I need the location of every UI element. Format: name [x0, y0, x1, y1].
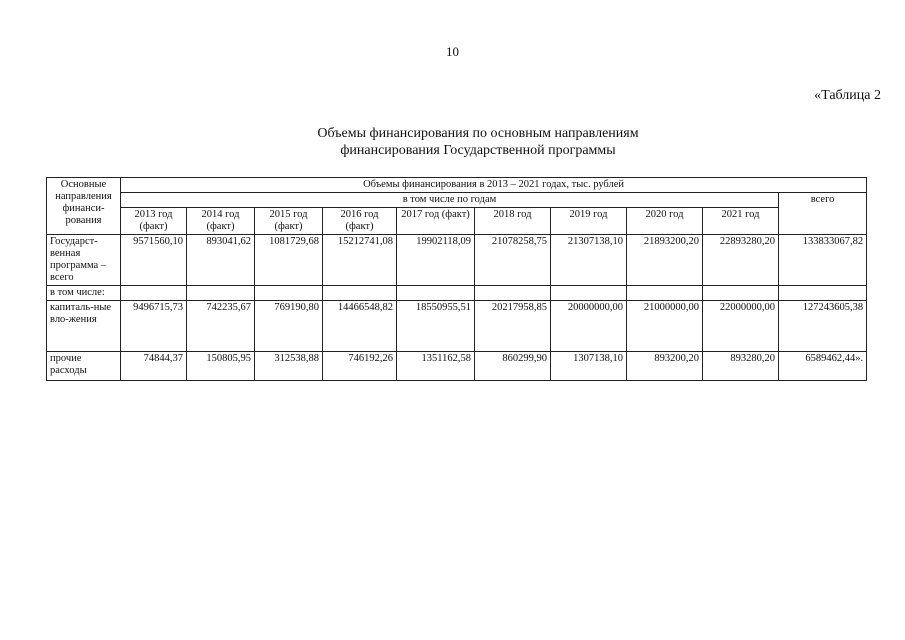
table-cell: 18550955,51 — [397, 301, 475, 352]
table-cell: 9496715,73 — [121, 301, 187, 352]
table-cell — [323, 286, 397, 301]
row-label: в том числе: — [47, 286, 121, 301]
table-cell — [703, 286, 779, 301]
title-line-2: финансирования Государственной программы — [340, 143, 616, 158]
table-cell: 74844,37 — [121, 352, 187, 381]
table-cell: 21000000,00 — [627, 301, 703, 352]
table-cell: 742235,67 — [187, 301, 255, 352]
row-label: капиталь-ные вло-жения — [47, 301, 121, 352]
title-line-1: Объемы финансирования по основным направлениям — [317, 126, 639, 141]
table-cell — [551, 286, 627, 301]
table-cell — [627, 286, 703, 301]
table-cell: 21078258,75 — [475, 235, 551, 286]
table-cell: 20217958,85 — [475, 301, 551, 352]
table-cell: 20000000,00 — [551, 301, 627, 352]
table-cell: 15212741,08 — [323, 235, 397, 286]
table-cell: 746192,26 — [323, 352, 397, 381]
table-cell — [475, 286, 551, 301]
table-cell — [255, 286, 323, 301]
table-cell: 21307138,10 — [551, 235, 627, 286]
year-header: 2015 год (факт) — [255, 208, 323, 235]
table-cell: 893041,62 — [187, 235, 255, 286]
table-cell: 1307138,10 — [551, 352, 627, 381]
table-cell: 312538,88 — [255, 352, 323, 381]
table-cell — [121, 286, 187, 301]
year-header: 2016 год (факт) — [323, 208, 397, 235]
table-row — [47, 301, 867, 352]
financing-table — [46, 177, 867, 381]
table-cell: 1351162,58 — [397, 352, 475, 381]
table-cell: 21893200,20 — [627, 235, 703, 286]
row-label: прочие расходы — [47, 352, 121, 381]
table-cell — [187, 286, 255, 301]
table-cell: 19902118,09 — [397, 235, 475, 286]
table-row — [47, 286, 867, 301]
table-row — [47, 235, 867, 286]
total-cell — [779, 286, 867, 301]
year-header: 2020 год — [627, 208, 703, 235]
table-cell: 14466548,82 — [323, 301, 397, 352]
table-cell: 893200,20 — [627, 352, 703, 381]
group-header: Объемы финансирования в 2013 – 2021 годах, тыс. рублей — [121, 178, 867, 193]
table-cell: 22893280,20 — [703, 235, 779, 286]
row-label: Государст-венная программа – всего — [47, 235, 121, 286]
table-cell: 1081729,68 — [255, 235, 323, 286]
total-cell: 133833067,82 — [779, 235, 867, 286]
table-cell: 893280,20 — [703, 352, 779, 381]
year-header: 2017 год (факт) — [397, 208, 475, 235]
table-cell: 22000000,00 — [703, 301, 779, 352]
total-header: всего — [779, 193, 867, 235]
table-cell: 769190,80 — [255, 301, 323, 352]
total-cell: 127243605,38 — [779, 301, 867, 352]
year-header: 2019 год — [551, 208, 627, 235]
table-cell: 860299,90 — [475, 352, 551, 381]
year-header: 2014 год (факт) — [187, 208, 255, 235]
total-cell: 6589462,44». — [779, 352, 867, 381]
table-cell — [397, 286, 475, 301]
year-header: 2018 год — [475, 208, 551, 235]
page-number: 10 — [446, 44, 459, 59]
table-cell: 150805,95 — [187, 352, 255, 381]
by-years-header: в том числе по годам — [121, 193, 779, 208]
year-header: 2021 год — [703, 208, 779, 235]
table-label: «Таблица 2 — [814, 88, 881, 103]
year-header: 2013 год (факт) — [121, 208, 187, 235]
table-row — [47, 352, 867, 381]
document-title — [248, 125, 708, 159]
corner-header: Основные направления финанси-рования — [47, 178, 121, 235]
table-cell: 9571560,10 — [121, 235, 187, 286]
